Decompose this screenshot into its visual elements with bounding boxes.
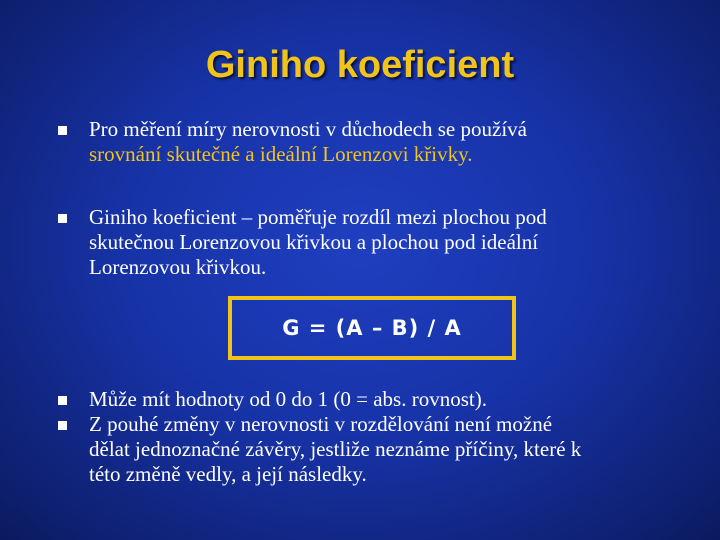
bullet-4-line-3: této změně vedly, a její následky. (89, 462, 367, 486)
formula-box (228, 296, 516, 360)
bullet-text-2 (89, 205, 689, 280)
bullet-1-line-2: srovnání skutečné a ideální Lorenzovi křivky. (89, 142, 473, 166)
bullet-marker (58, 214, 67, 223)
bullet-text-3 (89, 387, 689, 412)
bullet-text-4 (89, 412, 689, 487)
formula-text: G = (A – B) / A (282, 316, 462, 340)
bullet-4-line-1: Z pouhé změny v nerovnosti v rozdělování není možné (89, 412, 553, 436)
bullet-3-line-1: Může mít hodnoty od 0 do 1 (0 = abs. rovnost). (89, 387, 487, 411)
bullet-text-1 (89, 117, 689, 167)
bullet-2-line-2: skutečnou Lorenzovou křivkou a plochou pod ideální (89, 230, 539, 254)
bullet-marker (58, 421, 67, 430)
bullet-2-line-1: Giniho koeficient – poměřuje rozdíl mezi plochou pod (89, 205, 547, 229)
bullet-marker (58, 126, 67, 135)
bullet-marker (58, 396, 67, 405)
bullet-1-line-1: Pro měření míry nerovnosti v důchodech se používá (89, 117, 527, 141)
bullet-4-line-2: dělat jednoznačné závěry, jestliže neznáme příčiny, které k (89, 437, 582, 461)
bullet-2-line-3: Lorenzovou křivkou. (89, 255, 267, 279)
page-title: Giniho koeficient (205, 44, 515, 86)
